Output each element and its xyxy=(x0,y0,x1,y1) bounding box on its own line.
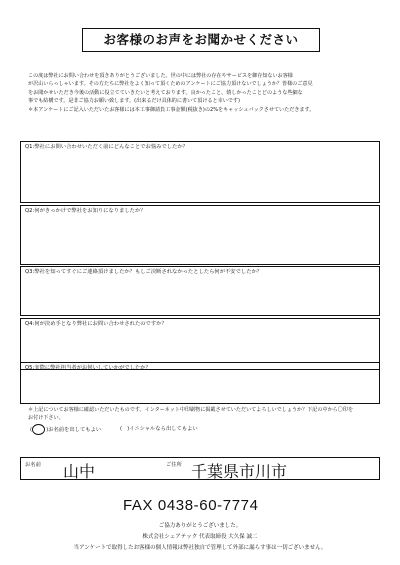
question-3-label: Q3:弊社を知ってすぐにご連絡頂けましたか？もしご決断されなかったとしたら何が不安でしたか？ xyxy=(25,269,263,275)
question-box-2 xyxy=(20,205,380,265)
question-4-label: Q4:何が決め手となり弊社にお問い合わせされたのですか？ xyxy=(25,321,167,327)
question-1-label: Q1:弊社にお問い合わせいただく前にどんなことでお悩みでしたか？ xyxy=(25,144,188,150)
choice-name-ok-label: お名前を出してもよい xyxy=(48,427,102,433)
intro-text: この度は弊社にお問い合わせを頂きありがとうございました。世の中には弊社の存在やサービスを御存知ないお客様 が沢山いらっしゃいます。その方たちに弊社をよく知って頂くためのアンケートにご協力頂けないでしょうか？皆様のご意見 をお聞かせいただき今後の活動に役立てていきたいと考えております。良かったこと、嬉しかったことどのような些細な 事でも結構です。是非ご協力お願い致します。(出来るだけ具体的に書いて頂けると幸いです) ＊本アンケートにご記入いただいたお客様には本工事御請負工事金額(税抜き)の2%をキャッシュバックさせていただきます。 xyxy=(28,73,315,113)
name-label: お名前 xyxy=(25,462,41,468)
question-box-5 xyxy=(20,362,380,404)
publication-note: ＊上記についてお客様に確認いただいたものです。インターネット中印刷物に掲載させていただいてよろしいでしょうか？下記の中から〇印を お付け下さい。 xyxy=(28,407,354,421)
fax-number: FAX 0438-60-7774 xyxy=(123,497,259,514)
circle-mark-icon xyxy=(32,424,45,435)
page-title: お客様のお声をお聞かせください xyxy=(82,28,320,52)
question-box-3 xyxy=(20,266,380,316)
address-value: 千葉県市川市 xyxy=(191,462,288,481)
privacy-note: 当アンケートで取得したお客様の個人情報は弊社独自で管理して外部に漏らす事は一切ございません。 xyxy=(73,545,327,551)
closing-text: ご協力ありがとうございました。 xyxy=(158,523,242,529)
company-name: 株式会社シェアテック 代表取締役 大久保 誠二 xyxy=(142,534,258,540)
question-box-1 xyxy=(20,141,380,203)
question-5-label: Q5:実際に弊社担当者がお伺いしていかがでしたか？ xyxy=(25,365,151,371)
name-address-box xyxy=(20,457,380,480)
choice-initial-ok[interactable]: ( )イニシャルなら出してもよい xyxy=(120,426,198,432)
question-2-label: Q2:何がきっかけで弊社をお知りになりましたか？ xyxy=(25,208,146,214)
name-value: 山中 xyxy=(63,462,96,481)
choice-name-ok[interactable]: ( )お名前を出してもよい xyxy=(30,424,101,435)
choice-initial-ok-label: イニシャルなら出してもよい xyxy=(129,426,198,432)
address-label: ご住所 xyxy=(166,462,182,468)
